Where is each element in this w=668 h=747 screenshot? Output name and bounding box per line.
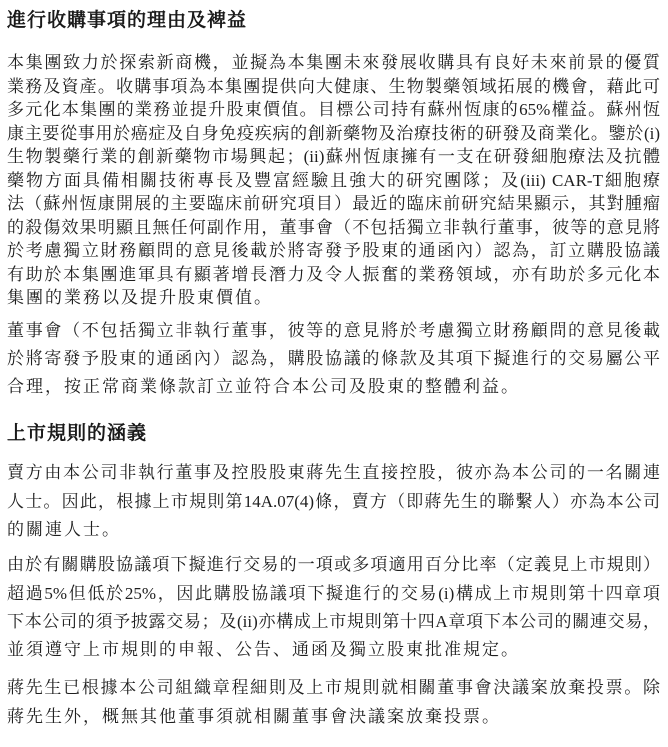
text-line: 康主要從事用於癌症及自身免疫疾病的創新藥物及治療技術的研發及商業化。鑒於(i) bbox=[7, 123, 660, 143]
text-line: 本集團致力於探索新商機，並擬為本集團未來發展收購具有良好未來前景的優質 bbox=[7, 53, 660, 72]
text-line: 蔣先生外，概無其他董事須就相關董事會決議案放棄投票。 bbox=[7, 706, 501, 726]
text-line: 並須遵守上市規則的申報、公告、通函及獨立股東批准規定。 bbox=[7, 640, 520, 660]
text-line: 於將寄發予股東的通函內）認為，購股協議的條款及其項下擬進行的交易屬公平 bbox=[7, 348, 660, 368]
text-line: 董事會（不包括獨立非執行董事，彼等的意見將於考慮獨立財務顧問的意見後載 bbox=[7, 320, 660, 340]
paragraph-percentage-ratios bbox=[7, 551, 660, 664]
text-line: 的關連人士。 bbox=[7, 519, 121, 539]
text-line: 下本公司的須予披露交易；及(ii)亦構成上市規則第十四A章項下本公司的關連交易， bbox=[7, 611, 660, 631]
text-line: 生物製藥行業的創新藥物市場興起；(ii)蘇州恆康擁有一支在研發細胞療法及抗體 bbox=[7, 147, 660, 166]
text-line: 人士。因此，根據上市規則第14A.07(4)條，賣方（即蔣先生的聯繫人）亦為本公司 bbox=[7, 491, 660, 511]
text-line: 多元化本集團的業務並提升股東價值。目標公司持有蘇州恆康的65%權益。蘇州恆 bbox=[7, 100, 660, 119]
text-line: 的殺傷效果明顯且無任何副作用，董事會（不包括獨立非執行董事，彼等的意見將 bbox=[7, 217, 660, 237]
text-line: 有助於本集團進軍具有顯著增長潛力及令人振奮的業務領域，亦有助於多元化本 bbox=[7, 264, 660, 284]
paragraph-acquisition-rationale bbox=[7, 51, 660, 310]
text-line: 蔣先生已根據本公司組織章程細則及上市規則就相關董事會決議案放棄投票。除 bbox=[7, 678, 660, 698]
text-line: 藥物方面具備相關技術專長及豐富經驗且強大的研究團隊；及(iii) CAR-T細胞療 bbox=[7, 170, 660, 190]
paragraph-board-opinion bbox=[7, 317, 660, 402]
paragraph-abstention-from-voting bbox=[7, 674, 660, 731]
paragraph-connected-person bbox=[7, 459, 660, 544]
text-line: 法（蘇州恆康開展的主要臨床前研究項目）最近的臨床前研究結果顯示，其對腫瘤 bbox=[7, 194, 660, 213]
text-line: 業務及資產。收購事項為本集團提供向大健康、生物製藥領域拓展的機會，藉此可 bbox=[7, 76, 660, 96]
section-heading-reasons-and-benefits: 進行收購事項的理由及裨益 bbox=[7, 10, 248, 31]
section-heading-listing-rules-implications: 上市規則的涵義 bbox=[7, 423, 148, 445]
text-line: 集團的業務以及提升股東價值。 bbox=[7, 288, 273, 307]
text-line: 於考慮獨立財務顧問的意見後載於將寄發予股東的通函內）認為，訂立購股協議 bbox=[7, 241, 660, 260]
text-line: 超過5%但低於25%，因此購股協議項下擬進行的交易(i)構成上市規則第十四章項 bbox=[7, 583, 660, 603]
text-line: 賣方由本公司非執行董事及控股股東蔣先生直接控股，彼亦為本公司的一名關連 bbox=[7, 463, 660, 483]
text-line: 由於有關購股協議項下擬進行交易的一項或多項適用百分比率（定義見上市規則） bbox=[7, 555, 660, 575]
text-line: 合理，按正常商業條款訂立並符合本公司及股東的整體利益。 bbox=[7, 377, 520, 397]
